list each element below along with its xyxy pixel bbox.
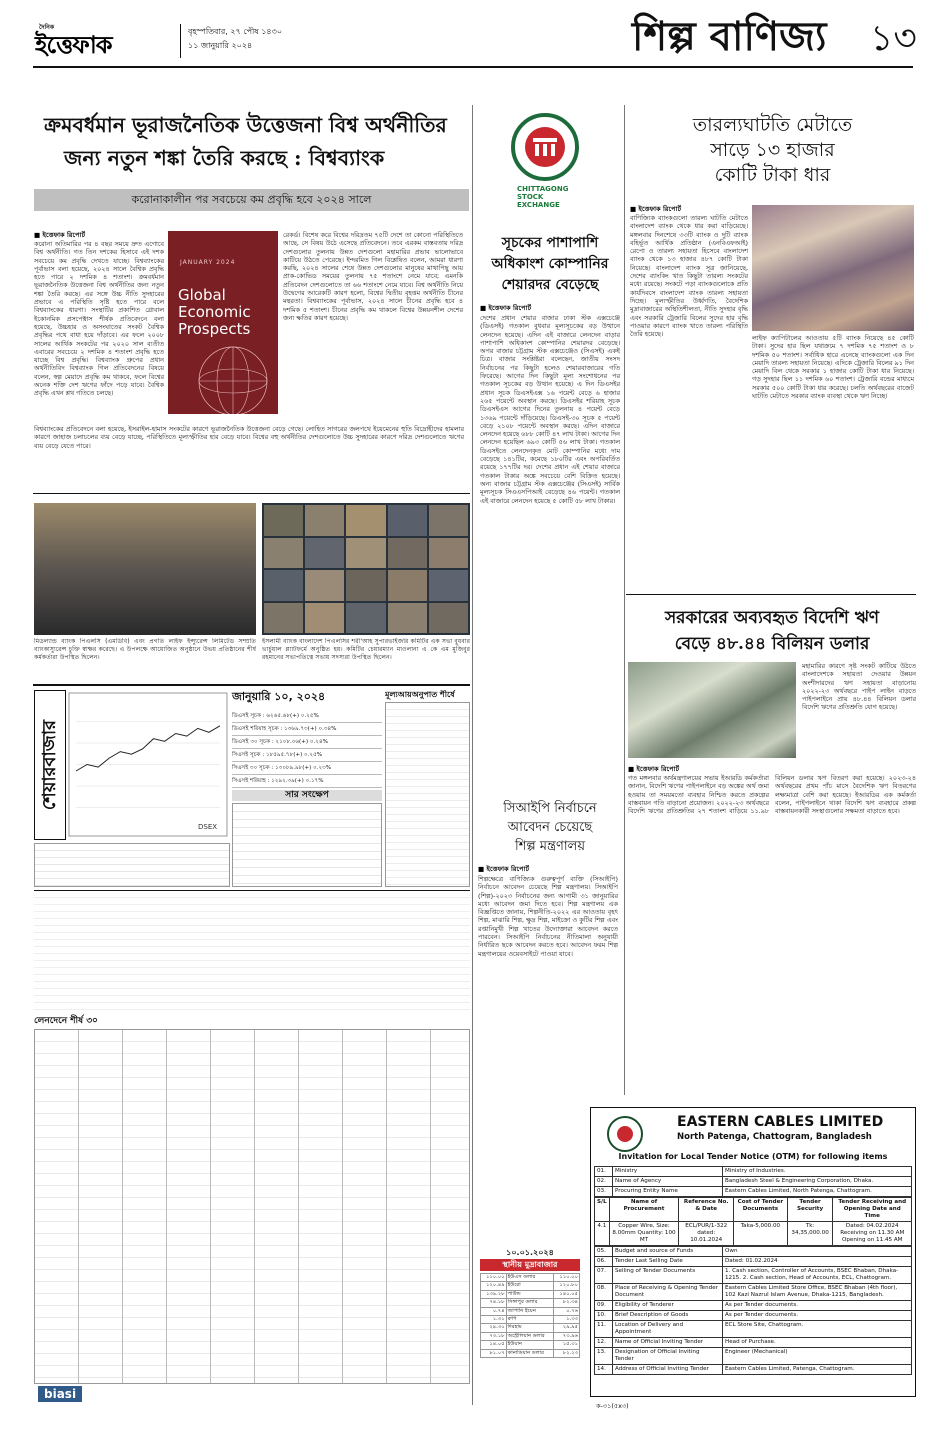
page-number: ১৩	[870, 18, 917, 59]
tender-notice-title: Invitation for Local Tender Notice (OTM) for following items	[618, 1152, 888, 1162]
rate-row	[481, 1316, 580, 1324]
masthead-rule	[33, 66, 913, 68]
tender-cell: Eastern Cables Limited, North Patenga, Chattogram.	[723, 1187, 912, 1197]
market-date: জানুয়ারি ১০, ২০২৪	[232, 690, 326, 703]
tender-code: ক-৩১(৫x৩)	[596, 1402, 629, 1410]
liquidity-rule	[626, 594, 916, 595]
rate-value: ৮২.৩৪	[554, 1299, 580, 1307]
mdb-signing-photo	[34, 503, 256, 635]
tender-cell: Selling of Tender Documents	[613, 1267, 723, 1284]
tender-cell: 07.	[595, 1267, 613, 1284]
rate-value: ০.৭৪	[481, 1307, 507, 1315]
tender-cell: Eastern Cables Limited Store Office, BSEC Bhaban (4th floor), 102 Kazi Nazrul Islam Avenue, Dhaka-1215, Bangladesh.	[723, 1284, 912, 1301]
tender-row	[595, 1187, 912, 1197]
announcement-block	[34, 890, 470, 1012]
rate-value: ৭৩.১৮	[481, 1332, 507, 1340]
loan-body-top: মহামারির কারণে সৃষ্ট সংকট কাটিয়ে উঠতে বাংলাদেশকে সহায়তা দেওয়ার উন্নয়ন অংশীদারদের ঋণ সহায়তা বাড়ানোয় ২০২২-২৩ অর্থবছরে পাইপ লাইন বাড়তে পাইপলাইনে প্রায় ৪৮.৪৪ বিলিয়ন ডলার বিদেশি ঋণের প্রতিশ্রুতি যোগ হয়েছে।	[802, 662, 916, 712]
report-cover-title-2: Economic	[178, 303, 251, 321]
tender-row	[595, 1247, 912, 1257]
rate-value: ১৩৯.২৮	[481, 1290, 507, 1298]
cse-emblem-icon	[505, 112, 585, 182]
tender-cell: Reference No. & Date	[679, 1198, 734, 1222]
tender-cell: As per Tender documents.	[723, 1301, 912, 1311]
rate-title: স্থানীয় মুদ্রাবাজার	[480, 1259, 580, 1271]
rate-value: ২৯.৯৫	[554, 1324, 580, 1332]
masthead-logo-text: ইত্তেফাক	[35, 30, 112, 59]
tender-cell: 11.	[595, 1321, 613, 1338]
tender-row	[595, 1321, 912, 1338]
tender-box	[590, 1107, 916, 1397]
tender-cell: Engineer (Mechanical)	[723, 1348, 912, 1365]
rate-value: ১.৩৩	[554, 1316, 580, 1324]
tender-row	[595, 1348, 912, 1365]
liquidity-body-left: বাণিজ্যিক ব্যাংকগুলো তারল্য ঘাটতি মেটাতে বাংলাদেশ ব্যাংক থেকে ধার করা বাড়িয়েছে। মঙ্গলবার দিনশেষে ৩৩টি ব্যাংক ও দুটি ব্যাংক বহির্ভূত আর্থিক প্রতিষ্ঠান (এনবিএফআই) রেপো ও তারল্য সহায়তা হিসেবে বাংলাদেশ ব্যাংক থেকে ১৩ হাজার ৪৮৭ কোটি টাকা নিয়েছে। বাংলাদেশ ব্যাংক সূত্র জানিয়েছে, দেশের ব্যাংকিং খাত কিছুটা তারল্য সংকটের মধ্যে রয়েছে। সংকটে পড়া ব্যাংকগুলোকে প্রতি কার্যদিবসে বাংলাদেশ ব্যাংক তারল্য সহায়তা দিচ্ছে। মূল্যস্ফীতির উর্ধ্বগতি, বৈদেশিক মুদ্রাবাজারের অস্থিতিশীলতা, নীতি সুদহার বৃদ্ধি এবং সরকারি ট্রেজারি বিলের সুদের হার বৃদ্ধি পাওয়ার কারণে ব্যাংক খাতে তারল্য পরিস্থিতি তৈরি হয়েছে।	[630, 214, 748, 339]
tender-cell: Designation of Official Inviting Tender	[613, 1348, 723, 1365]
tender-items-table	[594, 1197, 912, 1246]
rate-value: ১.৩১	[481, 1316, 507, 1324]
tender-cell: Cost of Tender Documents	[734, 1198, 788, 1222]
tender-row	[595, 1177, 912, 1187]
tender-item-header	[595, 1198, 912, 1222]
rate-row	[481, 1349, 580, 1357]
biasi-logo: biasi	[38, 1386, 82, 1402]
currency-name: জাপানি ইয়েন	[506, 1307, 554, 1315]
tender-cell: ECL/PUR/1-322 dated: 10.01.2024	[679, 1222, 734, 1246]
tender-cell: 09.	[595, 1301, 613, 1311]
tender-cell: 01.	[595, 1167, 613, 1177]
rate-row	[481, 1324, 580, 1332]
liquidity-headline-2: সাড়ে ১৩ হাজার	[710, 139, 835, 161]
index-row: সিএসই সূচক : ১৮৫৯৫.৭৮(+) ০.২৫%	[232, 749, 382, 762]
tender-cell: Name of Official Inviting Tender	[613, 1338, 723, 1348]
rate-date: ১০.০১.২০২৪	[506, 1248, 554, 1257]
cse-logo	[505, 112, 585, 222]
column-rule	[624, 105, 625, 1095]
rate-value: ০.৭৬	[554, 1307, 580, 1315]
tender-cell: Name of Procurement	[609, 1198, 679, 1222]
lead-rule-bottom	[33, 493, 470, 494]
tender-cell: Tender Last Selling Date	[613, 1257, 723, 1267]
rate-value: ৮১.০৭	[481, 1349, 507, 1357]
lead-body-bottom: বিশ্বব্যাংকের প্রতিবেদনে বলা হয়েছে, ইসরাইল-হামাস সংকটের কারণে ভূরাজনৈতিক উত্তেজনা বেড়ে গেছে। লোহিত সাগরের জলপথে ইয়েমেনের হুতি বিদ্রোহীদের হামলার কারণে জাহাজ চলাচলের ব্যয় বেড়ে যাচ্ছে, পরিস্থিতিতে মূল্যস্ফীতির হার বেড়ে যাবে। বিশ্বের বহু অর্থনীতির দেশগুলোতে উচ্চ সুদহারের কারণে দরিদ্র দেশগুলোতে ঋণের ব্যয় বেড়ে যেতে পারে।	[34, 425, 464, 450]
tender-cell: Procuring Entity Name	[613, 1187, 723, 1197]
summary-table	[232, 803, 382, 887]
ratio-table	[385, 702, 470, 887]
cip-headline-3: শিল্প মন্ত্রণালয়	[514, 839, 586, 854]
dsex-chart	[68, 692, 228, 837]
lead-byline: ■ ইত্তেফাক রিপোর্ট	[34, 231, 86, 239]
rate-value: ৮২.২৩	[554, 1349, 580, 1357]
index-row: সিএসই শরিয়াহ : ১২৯২.৩৯(+) ০.১৭%	[232, 775, 382, 788]
currency-name: রুপি	[506, 1316, 554, 1324]
tender-cell: Brief Description of Goods	[613, 1311, 723, 1321]
rate-value: ১১০.০০	[481, 1274, 507, 1282]
cse-byline: ■ ইত্তেফাক রিপোর্ট	[480, 304, 532, 312]
tender-row	[595, 1301, 912, 1311]
currency-name: ইউরো	[506, 1282, 554, 1290]
tender-row	[595, 1167, 912, 1177]
tender-row	[595, 1365, 912, 1375]
index-row: সিএসই ৩০ সূচক : ১৩০৮৯.৯৮(+) ০.২৩%	[232, 762, 382, 775]
lead-body-col2: রেকর্ড। বিশেষ করে বিশ্বের দরিদ্রতম ৭৫টি দেশে তা কোনো পরিস্থিতিতে আছে, সে বিষয় উঠে এসেছে প্রতিবেদনে। তবে এরকম বাস্তবতায় দরিদ্র দেশগুলোর তুলনায় উন্নত দেশগুলো মহামারির প্রভাব ভালোভাবে কাটিয়ে উঠতে পেরেছে। ইন্দরমিত গিল বিশ্লেষিত বলেন, আমরা ধারণা করছি, ২০২৪ সালের শেষে উন্নত দেশগুলোর মানুষের মাথাপিছু আয় প্রাক-কোভিড সময়ের তুলনায় ৭৫ শতাংশে নেমে যাবে; এমনকি প্রতিবেদন দেশগুলোতে তা ৬৬ শতাংশে নেমে যাবে। বিশ্ব অর্থনীতি নিয়ে উদ্বেগের আরেকটি কারণ হলো, বিশ্বের দ্বিতীয় বৃহত্তম অর্থনীতি চীনের মন্থরতা। বিশ্বব্যাংকের পূর্বাভাস, ২০২৪ সালে চীনের প্রবৃদ্ধি হবে ৪ দশমিক ৫ শতাংশ। চীনের প্রবৃদ্ধি কম থাকলে বিশ্বের উন্নয়নশীল দেশের জন্য ক্ষতির কারণ হয়েছে।	[283, 231, 463, 322]
tender-cell: Taka-5,000.00	[734, 1222, 788, 1246]
ratio-title: মূল্যআয়অনুপাত শীর্ষে	[385, 690, 455, 699]
tender-cell: 06.	[595, 1257, 613, 1267]
exchange-rate-table	[480, 1273, 580, 1358]
rate-row	[481, 1307, 580, 1315]
tender-row	[595, 1257, 912, 1267]
loan-headline-1: সরকারের অব্যবহৃত বিদেশি ঋণ	[664, 608, 880, 628]
tender-table-top	[594, 1166, 912, 1197]
currency-name: অস্ট্রেলিয়ান ডলার	[506, 1332, 554, 1340]
tender-cell: Tender Receiving and Opening Date and Time	[833, 1198, 912, 1222]
liquidity-byline: ■ ইত্তেফাক রিপোর্ট	[630, 205, 682, 213]
tender-cell: Tk: 34,35,000.00	[787, 1222, 833, 1246]
tender-cell: Copper Wire, Size: 8.00mm Quantity: 100 MT	[609, 1222, 679, 1246]
masthead-logo	[35, 24, 165, 60]
photo-caption-right: ইসলামী ব্যাংক বাংলাদেশ পিএলসির শরী'আহ সুপারভাইজরি কমিটির এক সভা বুধবার ভার্চুয়াল প্ল্যাটফর্মে অনুষ্ঠিত হয়। কমিটির চেয়ারম্যান মাওলানা এ কে এম মুজিবুর রহমানের সভাপতিত্বে সভায় সদস্যরা উপস্থিত ছিলেন।	[262, 638, 470, 661]
rate-value: ৭৪.১৮	[481, 1299, 507, 1307]
lead-body-col1: করোনা অতিমারির পর ৪ বছর সময়ে দ্রুত এগোবে বিশ্ব অর্থনীতি। গত তিন দশকের হিসাবে এই দশক সবচেয়ে কম প্রবৃদ্ধি দেখতে যাচ্ছে। বিশ্বব্যাংকের পূর্বাভাস বলা হয়েছে, ২০২৪ সালে বৈশ্বিক প্রবৃদ্ধি হতে পারে ২ দশমিক ৪ শতাংশ। ক্রমবর্ধমান ভূরাজনৈতিক উত্তেজনা বিশ্ব অর্থনীতির জন্য নতুন শঙ্কা তৈরি করছে। এর সঙ্গে উচ্চ নীতি সুদহারের প্রভাবে এ পরিস্থিতি সৃষ্টি হতে পারে বলে বিশ্বব্যাংকের ধারণা। সংস্থাটির প্রকাশিত গ্লোবাল ইকোনমিক প্রসপেক্টাস শীর্ষক প্রতিবেদনে বলা হয়েছে, উচ্চহার ও অসংঘাতের সংকট বৈশ্বিক প্রবৃদ্ধির পথে বাধা হয়ে দাঁড়াবে। এর ফলে ২০০৮ সালের আর্থিক সংকটের পর ২০২০ সাল ব্যতীত এবারের সবচেয়ে ২ দশমিক ৪ শতাংশ প্রবৃদ্ধি হতে যাচ্ছে বিশ্ব প্রবৃদ্ধি। বিশ্বব্যাংক গ্রুপের প্রধান অর্থনীতিবিদ বিশ্বব্যাংক গিল প্রতিবেদনের বিষয়ে বলেন, স্বল্প মেয়াদে প্রবৃদ্ধি কম থাকবে, ফলে বিশ্বের অনেক শক্তি দেশ ঋণের ফাঁদে পড়ে যাবে। বৈশ্বিক প্রবৃদ্ধি এখন শ্লথ গতিতে চলছে।	[34, 240, 164, 398]
rate-value: ১৪.০৫	[481, 1341, 507, 1349]
rate-row	[481, 1290, 580, 1298]
report-cover-title-1: Global	[178, 286, 226, 304]
tender-cell: Ministry	[613, 1167, 723, 1177]
ibbl-meeting-photo	[262, 503, 470, 635]
rate-row	[481, 1341, 580, 1349]
report-cover	[168, 231, 278, 414]
currency-name: সিঙ্গাপুর ডলার	[506, 1299, 554, 1307]
currency-name: ইউয়ান	[506, 1341, 554, 1349]
chart-label: DSEX	[198, 823, 218, 831]
currency-name: ইউএস ডলার	[506, 1274, 554, 1282]
index-row: ডিএসই ৩০ সূচক : ২১০৮.০৬(+) ০.২৪%	[232, 736, 382, 749]
currency-name: পাউন্ড	[506, 1290, 554, 1298]
lead-headline-1: ক্রমবর্ধমান ভূরাজনৈতিক উত্তেজনা বিশ্ব অর্থনীতির	[44, 113, 447, 137]
tender-table-bottom	[594, 1246, 912, 1375]
tender-company: EASTERN CABLES LIMITED	[677, 1114, 884, 1130]
tender-cell: 10.	[595, 1311, 613, 1321]
cip-headline-1: সিআইপি নির্বাচনে	[503, 801, 597, 816]
rate-value: ১৪০.০৫	[554, 1290, 580, 1298]
masthead-vbar	[180, 24, 181, 58]
tender-cell: Eastern Cables Limited, Patenga, Chattogram.	[723, 1365, 912, 1375]
dollar-notes-photo	[628, 662, 796, 758]
tender-cell: Head of Purchase.	[723, 1338, 912, 1348]
rate-value: ১৫.৩১	[554, 1341, 580, 1349]
top30-title: লেনদেনে শীর্ষ ৩০	[34, 1016, 98, 1026]
date-line-1: বৃহস্পতিবার, ২৭ পৌষ ১৪৩০	[188, 27, 283, 36]
loan-headline-2: বেড়ে ৪৮.৪৪ বিলিয়ন ডলার	[674, 634, 870, 654]
market-side-title: শেয়ারবাজার	[38, 719, 60, 811]
index-table	[34, 843, 230, 887]
tender-cell: 12.	[595, 1338, 613, 1348]
tender-cell: 05.	[595, 1247, 613, 1257]
rate-row	[481, 1299, 580, 1307]
section-title: শিল্প বাণিজ্য	[632, 13, 827, 60]
tender-row	[595, 1267, 912, 1284]
tender-cell: Name of Agency	[613, 1177, 723, 1187]
cip-headline-2: আবেদন চেয়েছে	[507, 820, 593, 835]
tender-cell: 02.	[595, 1177, 613, 1187]
liquidity-body-right: লাইফ ক্যাপিটালের আওতায় ৫টি ব্যাংক নিয়েছে ৪৫ কোটি টাকা। সুদের হার ছিল যথাক্রমে ৭ দশমিক ৭৫ শতাংশ ও ৮ দশমিক ৫০ শতাংশ। সর্বাধিক হারে এনেছে ব্যাংকগুলো এক দিন মেয়াদি তারল্য সহায়তা নিয়েছে। এদিকে ট্রেজারি বিলের ৯১ দিন মেয়াদি বিল থেকে সরকার ১ হাজার কোটি টাকা ধার নিয়েছে। গড় সুদহার ছিল ১১ দশমিক ৬০ শতাংশ। ট্রেজারি বন্ডের মাধ্যমে সরকার ৫০০ কোটি টাকা ধার করেছে। চলতি অর্থবছরের বাজেট ঘাটতি মেটাতে সরকার ব্যাংক ব্যবস্থা থেকে ঋণ নিচ্ছে।	[752, 334, 914, 401]
tender-item-row	[595, 1222, 912, 1246]
rate-row	[481, 1332, 580, 1340]
tender-row	[595, 1311, 912, 1321]
date-line-2: ১১ জানুয়ারি ২০২৪	[188, 41, 253, 50]
top30-table	[34, 1029, 470, 1384]
liquidity-headline-3: কোটি টাকা ধার	[714, 164, 831, 186]
rate-row	[481, 1282, 580, 1290]
tender-cell: Own	[723, 1247, 912, 1257]
tender-cell: Dated: 04.02.2024 Receiving on 11.30 AM Opening on 11.45 AM	[833, 1222, 912, 1246]
tender-cell: 13.	[595, 1348, 613, 1365]
rate-value: ১২০.৮০	[554, 1282, 580, 1290]
cip-byline: ■ ইত্তেফাক রিপোর্ট	[478, 865, 530, 873]
rate-value: ২৯.৩০	[481, 1324, 507, 1332]
tender-cell: 4.1	[595, 1222, 610, 1246]
tender-cell: 08.	[595, 1284, 613, 1301]
cse-body: দেশের প্রধান শেয়ার বাজার ঢাকা স্টক এক্সচেঞ্জে (ডিএসই) গতকাল বুধবার মূল্যসূচকের বড় উত্থানে লেনদেন হয়েছে। এদিন এই বাজারে লেনদেন বাড়ার পাশাপাশি অধিকাংশ কোম্পানির শেয়ারদর বেড়েছে। অপর বাজার চট্টগ্রাম স্টক এক্সচেঞ্জেও (সিএসই) একই চিত্র। বাজার সংশ্লিষ্টরা বলেছেন, জাতীয় সংসদ নির্বাচনের পর কিছুটা হলেও শেয়ারবাজারের গতি ফিরেছে। আগের দিন কিছুটা মূল্য সংশোধনের পর গতকাল সূচকের বড় উত্থান হয়েছে। এ দিন ডিএসইর প্রধান সূচক ডিএসইএক্স ১৬ পয়েন্ট বেড়ে ৬ হাজার ২৬৫ পয়েন্টে অবস্থান করছে। ডিএসইর শরিয়াহ সূচক ডিএসইএস আগের দিনের তুলনায় ৪ পয়েন্ট বেড়ে ১৩৬৯ পয়েন্টে দাঁড়িয়েছে। ডিএসই-৩০ সূচক ৫ পয়েন্ট বেড়ে ২১০৮ পয়েন্টে অবস্থান করছে। এদিন বাজারে লেনদেন হয়েছে ৬৮৮ কোটি ৪৭ লাখ টাকা। আগের দিন লেনদেন হয়েছিল ৬৯৩ কোটি ৫৬ লাখ টাকা। গতকাল ডিএসইতে লেনদেনকৃত মোট কোম্পানির মধ্যে দাম বেড়েছে ১৪১টির, কমেছে ১৮০টির এবং অপরিবর্তিত রয়েছে ১৭৭টির দর। দেশের প্রধান এই শেয়ার বাজারে গতকাল টাকার অঙ্কে সবচেয়ে বেশি বিক্রিত হয়েছে। অন্য বাজার চট্টগ্রাম স্টক এক্সচেঞ্জের (সিএসই) সার্বিক মূল্যসূচক সিএএসপিআই বেড়েছে ৪৬ পয়েন্ট। গতকাল এই বাজারে লেনদেন হয়েছে ৫ কোটি ৫৮ লাখ টাকার।	[480, 314, 620, 505]
tender-cell: Ministry of Industries.	[723, 1167, 912, 1177]
tender-cell: ECL Store Site, Chattogram.	[723, 1321, 912, 1338]
photo-caption-left: মিডল্যান্ড ব্যাংক পিএলসি (এমডিবি) এবং প্রগতি লাইফ ইন্স্যুরেন্স লিমিটেড সম্প্রতি ব্যাংকাস্যুরেন্স চুক্তি স্বাক্ষর করেছে। এ উপলক্ষে আয়োজিত অনুষ্ঠানে উভয় প্রতিষ্ঠানের শীর্ষ কর্মকর্তারা উপস্থিত ছিলেন।	[34, 638, 256, 661]
rate-value: ৭৩.৯৬	[554, 1332, 580, 1340]
tender-cell: Tender Security	[787, 1198, 833, 1222]
tender-cell: Dated: 01.02.2024	[723, 1257, 912, 1267]
market-index-list	[232, 710, 382, 788]
tender-address: North Patenga, Chattogram, Bangladesh	[677, 1131, 872, 1142]
currency-name: দিরহাম	[506, 1324, 554, 1332]
tender-row	[595, 1284, 912, 1301]
tender-cell: 14.	[595, 1365, 613, 1375]
index-row: ডিএসই শরিয়াহ সূচক : ১৩৬৯.৭৩(+) ০.৩৪%	[232, 723, 382, 736]
market-side-title-box	[34, 690, 66, 840]
ecl-emblem-icon	[605, 1114, 645, 1154]
column-rule	[472, 105, 473, 1405]
cse-logo-text: CHITTAGONG STOCK EXCHANGE	[517, 184, 569, 209]
loan-byline: ■ ইত্তেফাক রিপোর্ট	[628, 765, 680, 773]
lead-subhead-bar	[34, 189, 469, 211]
liquidity-headline-1: তারল্যঘাটতি মেটাতে	[692, 114, 853, 136]
globe-icon	[188, 341, 278, 414]
masthead-logo-small: দৈনিক	[39, 24, 55, 31]
index-row: ডিএসই সূচক : ৬২৬৫.৬৮(+) ০.২৫%	[232, 710, 382, 723]
currency-name: কানাডিয়ান ডলার	[506, 1349, 554, 1357]
tender-cell: S/L	[595, 1198, 610, 1222]
tender-cell: As per Tender documents.	[723, 1311, 912, 1321]
cse-headline: সূচকের পাশাপাশি অধিকাংশ কোম্পানির শেয়ারদর বেড়েছে	[491, 235, 609, 293]
tender-cell: Eligibility of Tenderer	[613, 1301, 723, 1311]
tender-cell: Bangladesh Steel & Engineering Corporation, Dhaka.	[723, 1177, 912, 1187]
tender-cell: 03.	[595, 1187, 613, 1197]
cip-body: শিল্পক্ষেত্রে বাণিজ্যিক গুরুত্বপূর্ণ ব্যক্তি (সিআইপি) নির্বাচনে আবেদন চেয়েছে শিল্প মন্ত্রণালয়। সিআইপি (শিল্প)-২০২৩ নির্বাচনের জন্য আগামী ৩১ জানুয়ারির মধ্যে আবেদন জমা দিতে হবে। শিল্প মন্ত্রণালয় এক বিজ্ঞপ্তিতে জানায়, শিল্পনীতি-২০২২ এর আওতায় বৃহৎ শিল্প, মাঝারি শিল্প, ক্ষুদ্র শিল্প, মাইক্রো ও কুটির শিল্প এবং রপ্তানিমুখী শিল্প খাতের উদ্যোক্তারা আবেদন করতে পারবেন। সিআইপি নির্বাচনের নীতিমালা অনুযায়ী নির্ধারিত ছকে আবেদন করতে হবে। আবেদন ফরম শিল্প মন্ত্রণালয়ের ওয়েবসাইটে পাওয়া যাবে।	[478, 875, 618, 958]
loan-body: গত মঙ্গলবার অর্থমন্ত্রণালয়ের সভায় ইআরডি কর্মকর্তারা জানান, বিদেশি ঋণের পাইপলাইনে বড় অঙ্কের অর্থ জমা হওয়ায় তা সময়মতো ব্যবহার নিশ্চিত করতে প্রকল্পের বাস্তবায়ন গতি বাড়ানো প্রয়োজন। ২০২২-২৩ অর্থবছরে বিদেশি ঋণের প্রতিশ্রুতির ২৭ শতাংশ বাড়িয়ে ১১.৯৮ বিলিয়ন ডলার ঋণ বিতরণ করা হয়েছে। ২০২৩-২৪ অর্থবছরের প্রথম পাঁচ মাসে বৈদেশিক ঋণ বিতরণের লক্ষ্যমাত্রা বেশি করা হয়েছে। ইআরডির এক কর্মকর্তা বলেন, পাইপলাইনে থাকা বিদেশি ঋণ ব্যবহারে প্রকল্প বাস্তবায়নকারী সংস্থাগুলোর সক্ষমতা বাড়াতে হবে।	[628, 774, 916, 816]
rate-value: ১১০.০০	[554, 1274, 580, 1282]
rate-row	[481, 1274, 580, 1282]
report-cover-title-3: Prospects	[178, 320, 251, 338]
lead-subhead: করোনাকালীন পর সবচেয়ে কম প্রবৃদ্ধি হবে ২০২৪ সালে	[131, 193, 372, 206]
taka-notes-photo	[752, 205, 914, 331]
summary-title: সার সংক্ষেপ	[232, 790, 382, 801]
rate-value: ১২০.৪৯	[481, 1282, 507, 1290]
tender-cell: Budget and source of Funds	[613, 1247, 723, 1257]
report-cover-label: JANUARY 2024	[180, 259, 236, 266]
tender-row	[595, 1338, 912, 1348]
lead-headline-2: জন্য নতুন শঙ্কা তৈরি করছে : বিশ্বব্যাংক	[64, 146, 385, 170]
tender-cell: 1. Cash section, Controller of Accounts, BSEC Bhaban, Dhaka-1215. 2. Cash section, Head of Accounts, ECL, Chattogram.	[723, 1267, 912, 1284]
tender-cell: Address of Official Inviting Tender	[613, 1365, 723, 1375]
tender-cell: Place of Receiving & Opening Tender Document	[613, 1284, 723, 1301]
photos-rule	[33, 684, 470, 686]
tender-cell: Location of Delivery and Appointment	[613, 1321, 723, 1338]
